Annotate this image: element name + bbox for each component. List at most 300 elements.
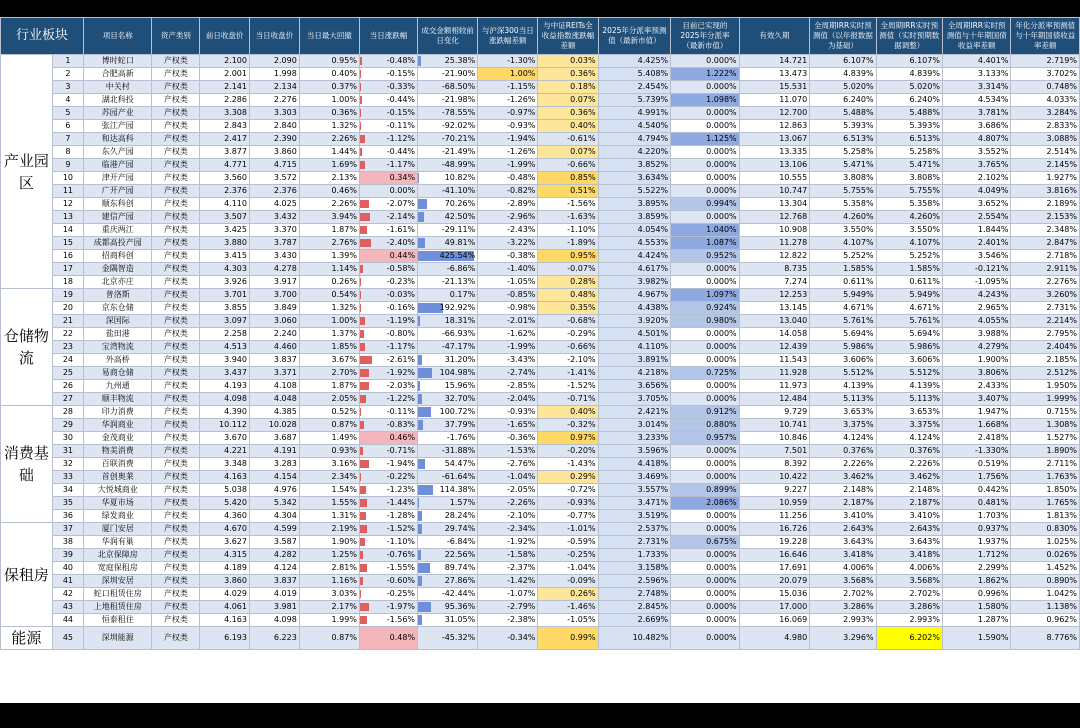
cell-project-name: 华夏市场: [84, 497, 152, 510]
cell-irr-realtime: 5.020%: [876, 81, 942, 94]
cell-prev-close: 3.415: [200, 250, 250, 263]
cell-max-drawdown: 0.95%: [299, 55, 359, 68]
cell-asset-type: 产权类: [152, 107, 200, 120]
cell-asset-type: 产权类: [152, 588, 200, 601]
cell-close: 3.917: [249, 276, 299, 289]
cell-asset-type: 产权类: [152, 94, 200, 107]
cell-turnover-change: [418, 627, 478, 650]
turnover-bar: [418, 199, 427, 209]
cell-yield-realized: 0.000%: [671, 549, 739, 562]
cell-prev-close: 2.286: [200, 94, 250, 107]
cell-close: 4.124: [249, 562, 299, 575]
cell-max-drawdown: 1.32%: [299, 302, 359, 315]
turnover-bar: [418, 368, 432, 378]
turnover-value: 37.79%: [444, 420, 476, 429]
change-value: -1.17%: [386, 342, 416, 351]
cell-diff-hs300: -1.15%: [478, 81, 538, 94]
cell-yield-bond-spread: 2.911%: [1011, 263, 1080, 276]
table-row: [1, 458, 1080, 471]
cell-turnover-change: [418, 224, 478, 237]
cell-irr-realtime: 4.839%: [876, 68, 942, 81]
cell-diff-reits: -1.10%: [538, 224, 598, 237]
change-value: 0.44%: [389, 251, 416, 260]
turnover-bar: [418, 56, 421, 66]
cell-duration: 16.646: [739, 549, 810, 562]
header-yield-bond-spread: 年化分派率预测值与十年期国债收益率差额: [1011, 18, 1080, 55]
cell-prev-close: 4.513: [200, 341, 250, 354]
cell-turnover-change: [418, 120, 478, 133]
change-bar: [360, 291, 362, 299]
cell-irr-realtime: 2.226%: [876, 458, 942, 471]
cell-prev-close: 4.315: [200, 549, 250, 562]
cell-yield-bond-spread: 2.795%: [1011, 328, 1080, 341]
cell-yield-bond-spread: 2.404%: [1011, 341, 1080, 354]
turnover-value: -21.13%: [441, 277, 476, 286]
cell-max-drawdown: 0.87%: [299, 419, 359, 432]
cell-prev-close: 4.110: [200, 198, 250, 211]
cell-index: 12: [52, 198, 83, 211]
cell-prev-close: 3.348: [200, 458, 250, 471]
cell-irr-realtime: 4.139%: [876, 380, 942, 393]
cell-irr-realtime: 3.568%: [876, 575, 942, 588]
cell-diff-reits: 0.85%: [538, 172, 598, 185]
cell-change: [359, 588, 417, 601]
cell-index: 44: [52, 614, 83, 627]
cell-prev-close: 6.193: [200, 627, 250, 650]
cell-duration: 11.070: [739, 94, 810, 107]
cell-irr-realtime: 2.187%: [876, 497, 942, 510]
cell-asset-type: 产权类: [152, 419, 200, 432]
cell-max-drawdown: 1.25%: [299, 549, 359, 562]
cell-turnover-change: [418, 250, 478, 263]
cell-project-name: 津开产园: [84, 172, 152, 185]
cell-index: 19: [52, 289, 83, 302]
cell-yield-bond-spread: 2.153%: [1011, 211, 1080, 224]
change-bar: [360, 564, 367, 572]
cell-duration: 11.973: [739, 380, 810, 393]
change-bar: [360, 135, 365, 143]
sector-label: 仓储物流: [1, 289, 53, 406]
turnover-value: -47.17%: [441, 342, 476, 351]
cell-close: 2.276: [249, 94, 299, 107]
cell-irr-bond-spread: 1.668%: [942, 419, 1010, 432]
change-value: -1.17%: [386, 160, 416, 169]
cell-asset-type: 产权类: [152, 224, 200, 237]
change-value: -1.56%: [386, 615, 416, 624]
change-value: 0.00%: [389, 186, 416, 195]
cell-irr-annual: 5.358%: [810, 198, 876, 211]
cell-close: 3.837: [249, 354, 299, 367]
cell-irr-annual: 5.694%: [810, 328, 876, 341]
cell-irr-bond-spread: 2.554%: [942, 211, 1010, 224]
cell-asset-type: 产权类: [152, 393, 200, 406]
cell-project-name: 印力消费: [84, 406, 152, 419]
cell-change: [359, 328, 417, 341]
cell-yield-forecast: 4.967%: [598, 289, 671, 302]
change-bar: [360, 538, 365, 546]
cell-close: 2.240: [249, 328, 299, 341]
header-asset-type: 资产类别: [152, 18, 200, 55]
change-value: -1.97%: [386, 602, 416, 611]
cell-change: [359, 276, 417, 289]
cell-index: 31: [52, 445, 83, 458]
cell-irr-bond-spread: 2.401%: [942, 237, 1010, 250]
cell-duration: 15.531: [739, 81, 810, 94]
cell-irr-realtime: 3.410%: [876, 510, 942, 523]
cell-irr-annual: 5.258%: [810, 146, 876, 159]
cell-prev-close: 4.098: [200, 393, 250, 406]
header-turnover-change: 成交金额相较前日变化: [418, 18, 478, 55]
cell-turnover-change: [418, 497, 478, 510]
cell-diff-reits: -1.63%: [538, 211, 598, 224]
cell-prev-close: 4.029: [200, 588, 250, 601]
cell-close: 4.191: [249, 445, 299, 458]
cell-yield-forecast: 3.596%: [598, 445, 671, 458]
cell-irr-bond-spread: 4.401%: [942, 55, 1010, 68]
cell-yield-realized: 0.000%: [671, 146, 739, 159]
cell-duration: 7.501: [739, 445, 810, 458]
turnover-value: -1.76%: [446, 433, 476, 442]
cell-duration: 10.555: [739, 172, 810, 185]
cell-irr-realtime: 3.286%: [876, 601, 942, 614]
cell-yield-forecast: 4.438%: [598, 302, 671, 315]
turnover-value: 54.47%: [444, 459, 476, 468]
cell-irr-annual: 3.375%: [810, 419, 876, 432]
cell-turnover-change: [418, 172, 478, 185]
cell-change: [359, 445, 417, 458]
cell-change: [359, 211, 417, 224]
cell-irr-annual: 2.148%: [810, 484, 876, 497]
cell-project-name: 金隅智造: [84, 263, 152, 276]
cell-prev-close: 3.507: [200, 211, 250, 224]
cell-project-name: 九州通: [84, 380, 152, 393]
cell-index: 27: [52, 393, 83, 406]
turnover-bar: [418, 524, 422, 534]
cell-index: 6: [52, 120, 83, 133]
table-row: [1, 536, 1080, 549]
change-bar: [360, 382, 369, 390]
cell-diff-reits: 0.18%: [538, 81, 598, 94]
cell-yield-bond-spread: 1.765%: [1011, 497, 1080, 510]
cell-project-name: 北京亦庄: [84, 276, 152, 289]
cell-duration: 12.484: [739, 393, 810, 406]
cell-duration: 13.145: [739, 302, 810, 315]
cell-change: [359, 484, 417, 497]
cell-yield-bond-spread: 2.512%: [1011, 367, 1080, 380]
cell-duration: 12.253: [739, 289, 810, 302]
cell-diff-reits: -0.66%: [538, 341, 598, 354]
change-value: -0.33%: [386, 82, 416, 91]
cell-change: [359, 354, 417, 367]
cell-asset-type: 产权类: [152, 250, 200, 263]
cell-diff-hs300: -0.98%: [478, 302, 538, 315]
cell-diff-hs300: -1.05%: [478, 276, 538, 289]
cell-project-name: 蛇口租赁住房: [84, 588, 152, 601]
turnover-value: 425.54%: [439, 251, 476, 260]
turnover-value: 28.24%: [444, 511, 476, 520]
cell-irr-annual: 2.993%: [810, 614, 876, 627]
cell-irr-realtime: 5.258%: [876, 146, 942, 159]
cell-turnover-change: [418, 510, 478, 523]
table-row: [1, 588, 1080, 601]
cell-diff-reits: -1.46%: [538, 601, 598, 614]
cell-index: 36: [52, 510, 83, 523]
cell-yield-forecast: 2.731%: [598, 536, 671, 549]
header-diff-hs300: 与沪深300当日涨跌幅差额: [478, 18, 538, 55]
cell-turnover-change: [418, 562, 478, 575]
cell-yield-bond-spread: 1.452%: [1011, 562, 1080, 575]
cell-turnover-change: [418, 367, 478, 380]
turnover-bar: [418, 238, 425, 248]
cell-diff-reits: -0.25%: [538, 549, 598, 562]
change-value: -0.11%: [386, 121, 416, 130]
cell-turnover-change: [418, 185, 478, 198]
turnover-value: 95.36%: [444, 602, 476, 611]
cell-irr-bond-spread: 1.947%: [942, 406, 1010, 419]
change-bar: [360, 83, 362, 91]
cell-duration: 10.741: [739, 419, 810, 432]
cell-irr-bond-spread: 2.433%: [942, 380, 1010, 393]
cell-yield-realized: 0.000%: [671, 575, 739, 588]
cell-yield-forecast: 3.891%: [598, 354, 671, 367]
cell-project-name: 绿发商业: [84, 510, 152, 523]
cell-yield-forecast: 3.158%: [598, 562, 671, 575]
cell-irr-annual: 4.107%: [810, 237, 876, 250]
cell-yield-realized: 0.000%: [671, 588, 739, 601]
cell-change: [359, 237, 417, 250]
cell-asset-type: 产权类: [152, 55, 200, 68]
cell-diff-hs300: -0.48%: [478, 172, 538, 185]
cell-yield-bond-spread: 2.847%: [1011, 237, 1080, 250]
change-bar: [360, 447, 363, 455]
cell-asset-type: 产权类: [152, 237, 200, 250]
cell-turnover-change: [418, 107, 478, 120]
change-bar: [360, 109, 362, 117]
cell-yield-forecast: 4.054%: [598, 224, 671, 237]
reits-table: [0, 17, 1080, 650]
sector-label: 保租房: [1, 523, 53, 627]
cell-close: 4.304: [249, 510, 299, 523]
cell-diff-hs300: -0.36%: [478, 432, 538, 445]
cell-close: 4.385: [249, 406, 299, 419]
cell-project-name: 顺东科创: [84, 198, 152, 211]
change-bar: [360, 499, 367, 507]
header-yield-2025-realized: 目前已实现的2025年分派率（最新市值）: [671, 18, 739, 55]
cell-close: 4.715: [249, 159, 299, 172]
table-row: [1, 341, 1080, 354]
cell-close: 5.342: [249, 497, 299, 510]
cell-index: 2: [52, 68, 83, 81]
cell-irr-realtime: 5.512%: [876, 367, 942, 380]
cell-diff-hs300: -1.04%: [478, 471, 538, 484]
table-row: [1, 367, 1080, 380]
change-value: -1.12%: [386, 134, 416, 143]
cell-index: 41: [52, 575, 83, 588]
cell-yield-realized: 0.000%: [671, 601, 739, 614]
cell-diff-reits: -0.68%: [538, 315, 598, 328]
cell-diff-hs300: -2.04%: [478, 393, 538, 406]
cell-irr-realtime: 2.702%: [876, 588, 942, 601]
table-row: [1, 263, 1080, 276]
cell-diff-hs300: -0.93%: [478, 120, 538, 133]
cell-change: [359, 315, 417, 328]
cell-yield-forecast: 4.794%: [598, 133, 671, 146]
cell-change: [359, 406, 417, 419]
cell-yield-realized: 0.000%: [671, 627, 739, 650]
table-row: [1, 523, 1080, 536]
cell-turnover-change: [418, 354, 478, 367]
cell-yield-realized: 0.000%: [671, 211, 739, 224]
header-row: [1, 18, 1080, 55]
cell-yield-forecast: 1.733%: [598, 549, 671, 562]
cell-prev-close: 5.038: [200, 484, 250, 497]
cell-irr-realtime: 4.124%: [876, 432, 942, 445]
cell-diff-hs300: -1.53%: [478, 445, 538, 458]
cell-turnover-change: [418, 68, 478, 81]
cell-prev-close: 4.189: [200, 562, 250, 575]
cell-change: [359, 367, 417, 380]
turnover-value: -66.93%: [441, 329, 476, 338]
change-bar: [360, 239, 371, 247]
cell-diff-reits: -0.93%: [538, 497, 598, 510]
cell-prev-close: 4.303: [200, 263, 250, 276]
cell-duration: 12.768: [739, 211, 810, 224]
cell-yield-realized: 1.097%: [671, 289, 739, 302]
change-bar: [360, 317, 365, 325]
cell-project-name: 京东仓储: [84, 302, 152, 315]
cell-asset-type: 产权类: [152, 159, 200, 172]
cell-close: 3.981: [249, 601, 299, 614]
cell-diff-reits: 0.97%: [538, 432, 598, 445]
turnover-value: 32.70%: [444, 394, 476, 403]
cell-yield-forecast: 4.110%: [598, 341, 671, 354]
cell-diff-reits: -1.05%: [538, 614, 598, 627]
table-row: [1, 562, 1080, 575]
cell-turnover-change: [418, 549, 478, 562]
cell-yield-realized: 0.000%: [671, 185, 739, 198]
cell-diff-reits: 0.26%: [538, 588, 598, 601]
cell-irr-annual: 5.488%: [810, 107, 876, 120]
change-value: -1.10%: [386, 537, 416, 546]
cell-irr-bond-spread: -0.121%: [942, 263, 1010, 276]
cell-duration: 8.392: [739, 458, 810, 471]
cell-irr-annual: 6.107%: [810, 55, 876, 68]
cell-irr-realtime: 5.761%: [876, 315, 942, 328]
cell-close: 3.687: [249, 432, 299, 445]
cell-yield-realized: 0.000%: [671, 263, 739, 276]
cell-diff-reits: -0.20%: [538, 445, 598, 458]
cell-yield-bond-spread: 0.715%: [1011, 406, 1080, 419]
cell-prev-close: 3.437: [200, 367, 250, 380]
cell-index: 24: [52, 354, 83, 367]
turnover-bar: [418, 212, 424, 222]
cell-irr-realtime: 4.260%: [876, 211, 942, 224]
cell-irr-realtime: 3.550%: [876, 224, 942, 237]
cell-yield-bond-spread: 3.284%: [1011, 107, 1080, 120]
cell-project-name: 外高桥: [84, 354, 152, 367]
change-value: -0.80%: [386, 329, 416, 338]
cell-project-name: 苏园产业: [84, 107, 152, 120]
cell-change: [359, 562, 417, 575]
cell-irr-realtime: 5.113%: [876, 393, 942, 406]
cell-yield-realized: 0.000%: [671, 523, 739, 536]
cell-index: 35: [52, 497, 83, 510]
cell-max-drawdown: 3.67%: [299, 354, 359, 367]
cell-yield-forecast: 3.859%: [598, 211, 671, 224]
cell-index: 32: [52, 458, 83, 471]
cell-yield-forecast: 4.501%: [598, 328, 671, 341]
cell-irr-realtime: 4.006%: [876, 562, 942, 575]
table-row: [1, 68, 1080, 81]
cell-yield-forecast: 2.596%: [598, 575, 671, 588]
change-bar: [360, 200, 370, 208]
table-row: [1, 159, 1080, 172]
cell-prev-close: 2.258: [200, 328, 250, 341]
cell-diff-reits: 0.40%: [538, 120, 598, 133]
spreadsheet: [0, 17, 1080, 703]
cell-yield-forecast: 4.220%: [598, 146, 671, 159]
cell-change: [359, 627, 417, 650]
cell-irr-annual: 3.606%: [810, 354, 876, 367]
cell-irr-annual: 2.643%: [810, 523, 876, 536]
cell-duration: 13.304: [739, 198, 810, 211]
cell-index: 28: [52, 406, 83, 419]
cell-irr-annual: 5.471%: [810, 159, 876, 172]
cell-turnover-change: [418, 614, 478, 627]
cell-diff-hs300: -1.99%: [478, 341, 538, 354]
change-value: -0.48%: [386, 56, 416, 65]
cell-close: 3.370: [249, 224, 299, 237]
turnover-value: 100.72%: [439, 407, 476, 416]
cell-prev-close: 3.880: [200, 237, 250, 250]
cell-irr-bond-spread: 1.590%: [942, 627, 1010, 650]
change-bar: [360, 148, 362, 156]
turnover-value: -31.88%: [441, 446, 476, 455]
cell-irr-annual: 5.755%: [810, 185, 876, 198]
cell-irr-realtime: 5.471%: [876, 159, 942, 172]
cell-close: 3.849: [249, 302, 299, 315]
cell-irr-annual: 4.006%: [810, 562, 876, 575]
cell-irr-realtime: 6.513%: [876, 133, 942, 146]
cell-prev-close: 4.193: [200, 380, 250, 393]
cell-prev-close: 4.670: [200, 523, 250, 536]
cell-max-drawdown: 0.40%: [299, 68, 359, 81]
cell-yield-realized: 0.000%: [671, 393, 739, 406]
cell-yield-bond-spread: 0.830%: [1011, 523, 1080, 536]
turnover-value: -68.50%: [441, 82, 476, 91]
cell-diff-reits: 0.35%: [538, 302, 598, 315]
cell-diff-reits: 0.28%: [538, 276, 598, 289]
cell-index: 40: [52, 562, 83, 575]
cell-close: 2.390: [249, 133, 299, 146]
change-bar: [360, 512, 366, 520]
cell-irr-bond-spread: 1.756%: [942, 471, 1010, 484]
turnover-bar: [418, 563, 430, 573]
cell-yield-forecast: 4.553%: [598, 237, 671, 250]
cell-yield-bond-spread: 1.950%: [1011, 380, 1080, 393]
cell-diff-reits: 0.95%: [538, 250, 598, 263]
cell-yield-bond-spread: 1.999%: [1011, 393, 1080, 406]
cell-project-name: 顺丰物流: [84, 393, 152, 406]
cell-max-drawdown: 3.16%: [299, 458, 359, 471]
table-row: [1, 432, 1080, 445]
cell-prev-close: 4.360: [200, 510, 250, 523]
cell-close: 1.998: [249, 68, 299, 81]
cell-yield-bond-spread: 0.962%: [1011, 614, 1080, 627]
table-row: [1, 55, 1080, 68]
cell-yield-bond-spread: 2.189%: [1011, 198, 1080, 211]
cell-prev-close: 4.061: [200, 601, 250, 614]
